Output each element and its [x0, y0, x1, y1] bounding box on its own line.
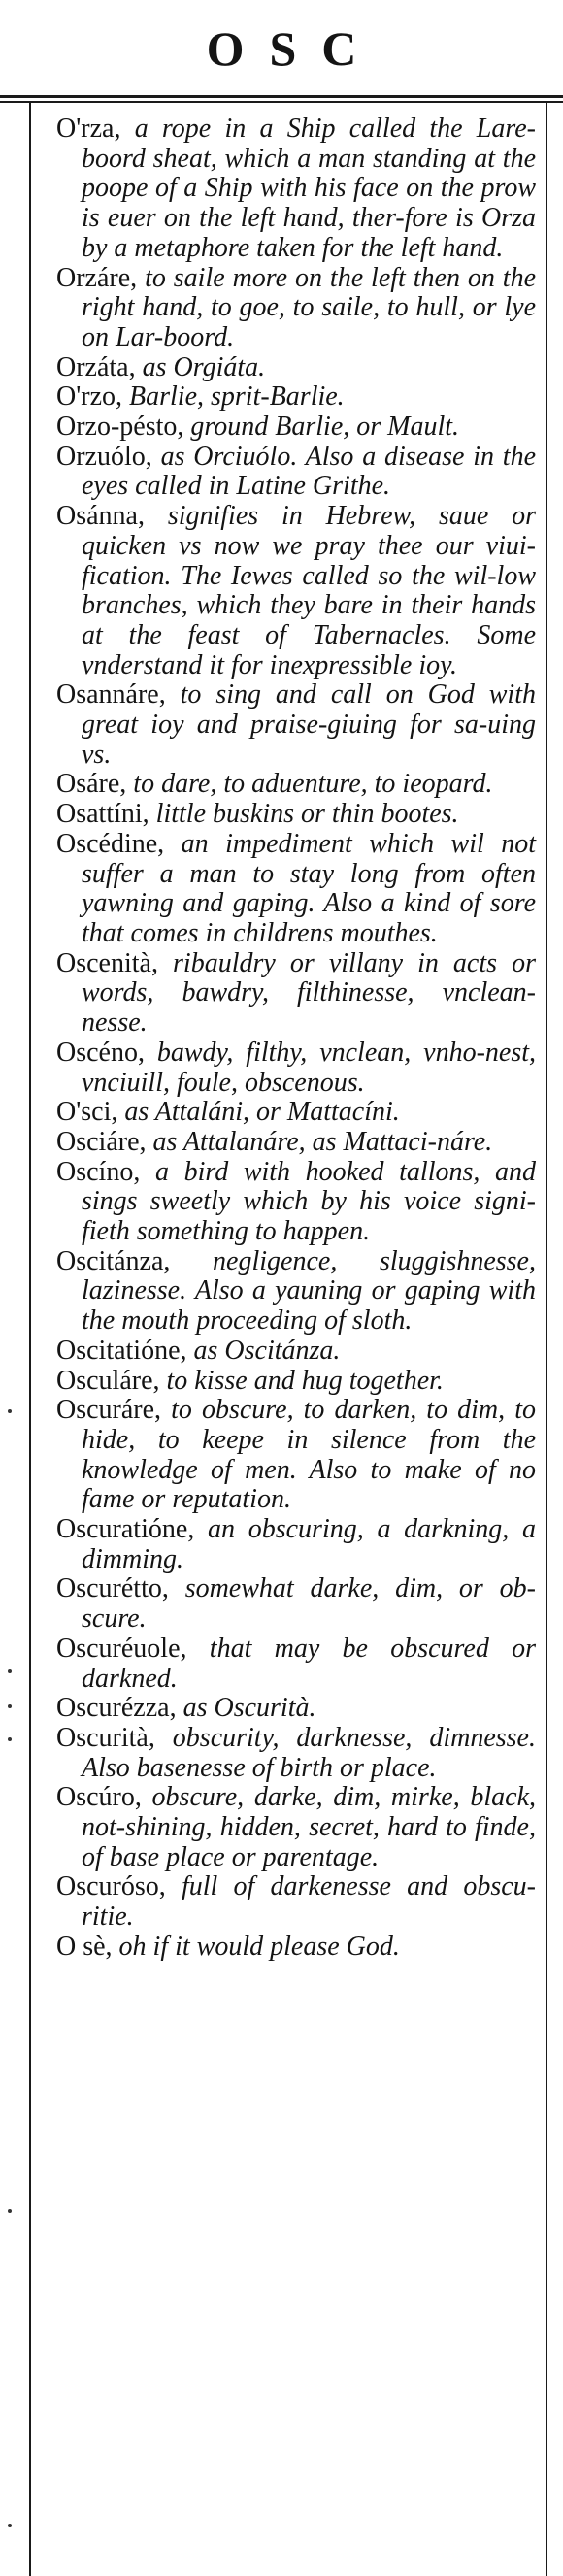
entry-headword: Osattíni, [56, 799, 149, 830]
entry-headword: O'sci, [56, 1097, 118, 1128]
dictionary-entry [56, 1396, 536, 1515]
dictionary-entry [56, 1158, 536, 1247]
entry-definition: ground Barlie, or Mault. [183, 412, 460, 443]
entry-headword: Oscúro, [56, 1782, 142, 1813]
entry-definition: as Orgiáta. [135, 351, 266, 382]
dictionary-entry [56, 1367, 536, 1397]
entry-definition: negligence, sluggishnesse, lazinesse. Also a yauning or gaping with the mouth proceeding of sloth. [82, 1245, 536, 1337]
entry-headword: Orzáta, [56, 351, 136, 382]
entry-definition: Barlie, sprit-Barlie. [122, 381, 345, 413]
margin-mark [8, 1409, 12, 1413]
entry-headword: Orzáre, [56, 262, 138, 293]
entry-definition: oh if it would please God. [112, 1931, 400, 1962]
dictionary-entry [56, 1098, 536, 1128]
entry-headword: Orzo-pésto, [56, 412, 184, 443]
dictionary-entry [56, 353, 536, 383]
entry-definition: bawdy, filthy, vnclean, vnho-nest, vnciuill, foule, obscenous. [82, 1037, 536, 1098]
entry-headword: Oscurità, [56, 1722, 155, 1753]
entry-headword: Oscuréuole, [56, 1633, 187, 1664]
entry-headword: Oscuróso, [56, 1871, 166, 1902]
dictionary-entry [56, 382, 536, 413]
entry-definition: to sing and call on God with great ioy and praise-giuing for sa-uing vs. [82, 679, 536, 770]
right-column-rule [546, 101, 547, 2576]
entry-headword: Oscitánza, [56, 1245, 171, 1276]
dictionary-entry [56, 1872, 536, 1932]
top-rule [0, 101, 563, 103]
entry-definition: signifies in Hebrew, saue or quicken vs now we pray thee our viui-fication. The Iewes called so the wil-low branches, which they bare in their hands at the feast of Tabernacles. Some vnderstand it for inexpressible ioy. [82, 501, 536, 680]
dictionary-entry [56, 1337, 536, 1367]
dictionary-entry [56, 1724, 536, 1783]
entry-headword: Oscuráre, [56, 1395, 162, 1426]
dictionary-entry [56, 949, 536, 1039]
dictionary-entry [56, 770, 536, 800]
entry-definition: as Orciuólo. Also a disease in the eyes called in Latine Grithe. [82, 441, 536, 502]
page-header [0, 0, 563, 98]
entry-definition: to obscure, to darken, to dim, to hide, to keepe in silence from the knowledge of men. Also to make of no fame or reputation. [82, 1395, 536, 1515]
entry-definition: somewhat darke, dim, or ob-scure. [82, 1573, 536, 1635]
entry-headword: Oscitatióne, [56, 1335, 187, 1366]
entry-definition: obscure, darke, dim, mirke, black, not-shining, hidden, secret, hard to finde, of base place or parentage. [82, 1782, 536, 1872]
dictionary-entry [56, 264, 536, 353]
entry-definition: a rope in a Ship called the Lare-boord sheat, which a man standing at the poope of a Ship with his face on the prow is euer on the left hand, ther-fore is Orza by a metaphore taken for the left hand. [82, 114, 536, 263]
entry-definition: to saile more on the left then on the right hand, to goe, to saile, to hull, or lye on Lar-boord. [82, 262, 536, 352]
entry-headword: Oscurétto, [56, 1573, 169, 1604]
entry-headword: Osannáre, [56, 679, 166, 710]
entry-definition: as Oscurità. [176, 1693, 316, 1724]
entry-definition: as Attaláni, or Mattacíni. [117, 1097, 400, 1128]
entry-definition: obscurity, darknesse, dimnesse. Also basenesse of birth or place. [82, 1722, 536, 1783]
entry-definition: an obscuring, a darkning, a dimming. [82, 1514, 536, 1574]
entry-definition: little buskins or thin bootes. [149, 799, 459, 830]
dictionary-entry [56, 800, 536, 830]
dictionary-entry [56, 1128, 536, 1158]
entry-definition: as Oscitánza. [186, 1335, 341, 1366]
entry-definition: an impediment which wil not suffer a man to stay long from often yawning and gaping. Also a kind of sore that comes in childrens mouthes. [82, 828, 536, 948]
entry-headword: Osculáre, [56, 1365, 160, 1396]
entry-definition: to dare, to aduenture, to ieopard. [126, 769, 493, 800]
entry-headword: Osáre, [56, 769, 127, 800]
dictionary-entry [56, 1247, 536, 1337]
dictionary-entry [56, 413, 536, 443]
entry-headword: Oscurézza, [56, 1693, 177, 1724]
dictionary-entry [56, 830, 536, 949]
margin-mark [8, 1704, 12, 1708]
entry-headword: Oscéno, [56, 1037, 145, 1068]
entry-headword: Oscíno, [56, 1156, 141, 1187]
dictionary-entry [56, 1574, 536, 1634]
entry-definition: that may be obscured or darkned. [82, 1633, 536, 1694]
entry-definition: as Attalanáre, as Mattaci-náre. [146, 1126, 493, 1157]
entry-headword: Orzuólo, [56, 441, 152, 472]
page-title: OSC [206, 21, 382, 76]
entry-definition: ribauldry or villany in acts or words, bawdry, filthinesse, vnclean-nesse. [82, 947, 536, 1039]
dictionary-entry [56, 1694, 536, 1724]
entry-definition: to kisse and hug together. [159, 1365, 444, 1396]
dictionary-entry [56, 443, 536, 502]
entry-definition: full of darkenesse and obscu-ritie. [82, 1871, 536, 1932]
margin-mark [8, 2209, 12, 2213]
left-column-rule [29, 101, 31, 2576]
entry-headword: Osánna, [56, 501, 145, 532]
entry-headword: Osciáre, [56, 1126, 147, 1157]
margin-mark [8, 1669, 12, 1673]
margin-mark [8, 2524, 12, 2527]
dictionary-entry [56, 1039, 536, 1098]
entry-headword: Oscédine, [56, 828, 165, 859]
entry-list [56, 115, 536, 1963]
dictionary-entry [56, 115, 536, 264]
entry-definition: a bird with hooked tallons, and sings sweetly which by his voice signi-fieth something to happen. [82, 1156, 536, 1247]
entry-headword: Oscenità, [56, 947, 158, 978]
entry-headword: O'rzo, [56, 381, 123, 413]
dictionary-entry [56, 1932, 536, 1963]
entry-headword: O'rza, [56, 114, 121, 144]
dictionary-entry [56, 502, 536, 680]
dictionary-entry [56, 1783, 536, 1872]
dictionary-entry [56, 1635, 536, 1694]
margin-mark [8, 1737, 12, 1741]
dictionary-entry [56, 1515, 536, 1574]
dictionary-entry [56, 680, 536, 770]
entry-headword: Oscuratióne, [56, 1514, 195, 1545]
entry-headword: O sè, [56, 1931, 113, 1962]
